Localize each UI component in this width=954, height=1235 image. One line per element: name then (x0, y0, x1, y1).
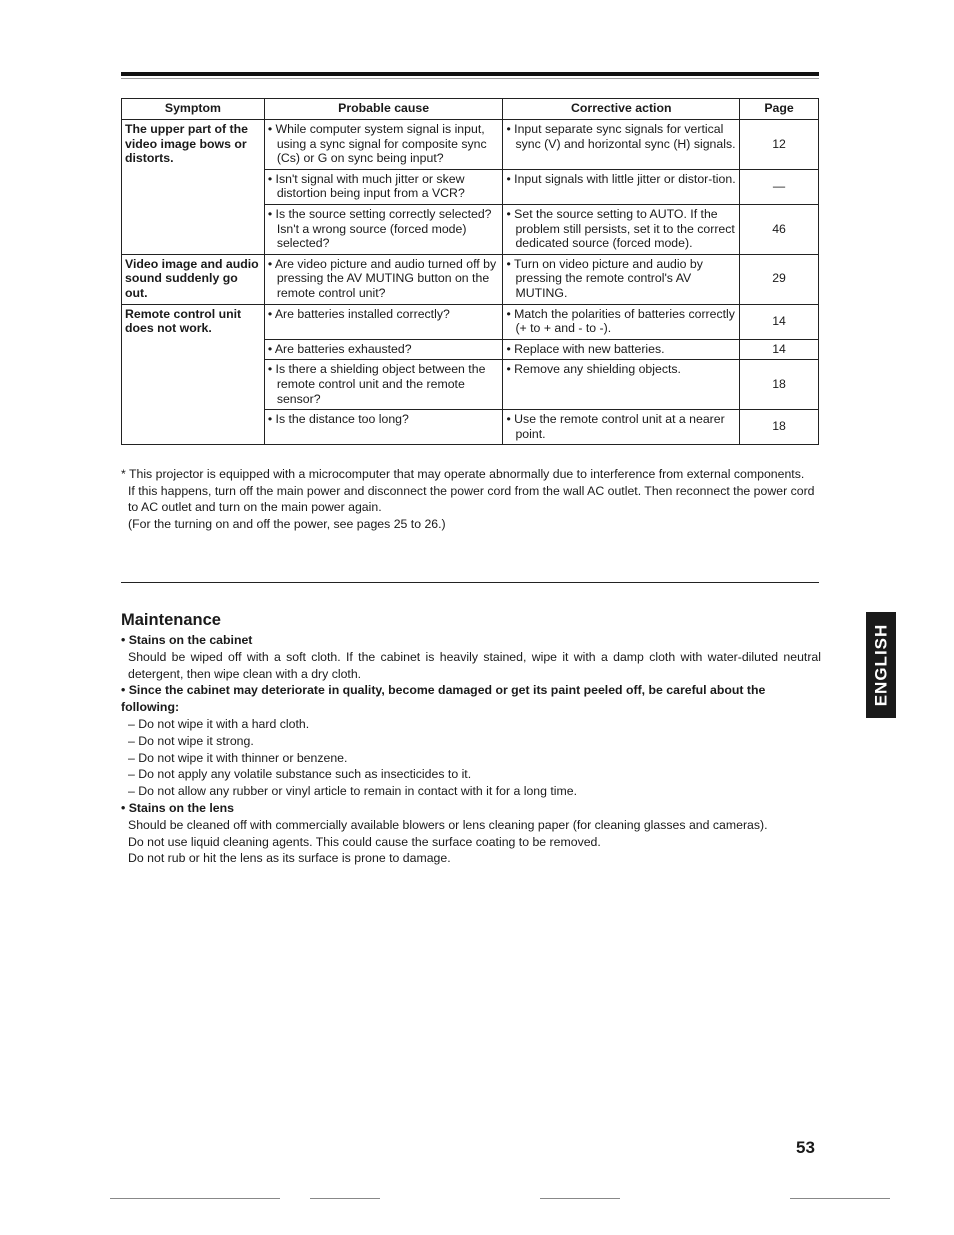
header-action: Corrective action (503, 99, 740, 120)
action-text: • Turn on video picture and audio by pressing the remote control's AV MUTING. (506, 256, 703, 300)
warning-item: – Do not allow any rubber or vinyl article to remain in contact with it for a long time. (128, 784, 578, 799)
lens-heading: • Stains on the lens (121, 800, 234, 815)
scan-artifact-line (790, 1198, 890, 1199)
action-cell (503, 360, 740, 410)
page-cell: 14 (740, 339, 819, 360)
cause-text: • Are batteries installed correctly? (267, 306, 450, 321)
action-text: • Match the polarities of batteries correctly (+ to + and - to -). (506, 306, 735, 336)
troubleshooting-table (121, 98, 819, 445)
section-divider (121, 582, 819, 583)
action-text: • Input signals with little jitter or distor-tion. (506, 171, 736, 186)
page-cell: 12 (740, 120, 819, 170)
header-symptom: Symptom (122, 99, 265, 120)
page-cell: 46 (740, 204, 819, 254)
table-header-row (122, 99, 819, 120)
scan-artifact-line (540, 1198, 620, 1199)
warning-heading: • Since the cabinet may deteriorate in quality, become damaged or get its paint peeled off, be careful about the following: (121, 683, 766, 715)
header-cause: Probable cause (264, 99, 503, 120)
language-tab (866, 612, 896, 718)
footnote (121, 466, 821, 532)
maintenance-section (121, 610, 821, 867)
lens-line: Do not use liquid cleaning agents. This could cause the surface coating to be removed. (128, 834, 601, 849)
top-rule-thin (121, 78, 819, 79)
action-cell (503, 410, 740, 445)
action-cell (503, 169, 740, 204)
cause-cell (264, 304, 503, 339)
action-text: • Use the remote control unit at a nearer point. (506, 412, 725, 441)
action-cell (503, 339, 740, 360)
symptom-cell: Video image and audio sound suddenly go out. (122, 254, 265, 304)
action-cell (503, 120, 740, 170)
action-text: • Replace with new batteries. (506, 341, 665, 356)
scan-artifact-line (110, 1198, 280, 1199)
action-cell (503, 254, 740, 304)
warning-item: – Do not wipe it with thinner or benzene. (128, 750, 348, 765)
top-rule (121, 72, 819, 76)
cause-cell (264, 410, 503, 445)
cause-text: • Isn't signal with much jitter or skew distortion being input from a VCR? (267, 171, 465, 201)
header-page: Page (740, 99, 819, 120)
cause-text: • While computer system signal is input, using a sync signal for composite sync (Cs) or G on sync being input? (267, 122, 487, 166)
footnote-line-3: (For the turning on and off the power, see pages 25 to 26.) (128, 516, 446, 531)
maintenance-title: Maintenance (121, 611, 221, 629)
cause-text: • Is there a shielding object between the remote control unit and the remote sensor? (267, 362, 486, 406)
action-text: • Input separate sync signals for vertical sync (V) and horizontal sync (H) signals. (506, 122, 736, 151)
action-cell (503, 304, 740, 339)
cause-cell (264, 204, 503, 254)
scan-artifact-line (310, 1198, 380, 1199)
lens-line: Should be cleaned off with commercially available blowers or lens cleaning paper (for cleaning glasses and cameras). (128, 817, 768, 832)
cause-text: • Are video picture and audio turned off by pressing the AV MUTING button on the remote control unit? (267, 256, 497, 300)
page-cell: 14 (740, 304, 819, 339)
cause-text: • Is the distance too long? (267, 412, 409, 427)
language-tab-label: ENGLISH (871, 623, 890, 707)
cause-cell (264, 254, 503, 304)
symptom-cell: The upper part of the video image bows or distorts. (122, 120, 265, 255)
footnote-line-2: If this happens, turn off the main power and disconnect the power cord from the wall AC outlet. Then reconnect the power cord to AC outlet and turn on the main power again. (128, 483, 815, 514)
cause-text: • Is the source setting correctly selected? Isn't a wrong source (forced mode) selected? (267, 206, 492, 251)
table-row (122, 120, 819, 170)
footnote-line-1: * This projector is equipped with a microcomputer that may operate abnormally due to interference from external components. (121, 467, 805, 481)
cause-cell (264, 339, 503, 360)
lens-line: Do not rub or hit the lens as its surface is prone to damage. (128, 851, 451, 866)
page-number: 53 (796, 1138, 815, 1157)
page-cell: — (740, 169, 819, 204)
cabinet-heading: • Stains on the cabinet (121, 633, 253, 647)
cabinet-text: Should be wiped off with a soft cloth. If the cabinet is heavily stained, wipe it with a damp cloth with water-diluted neutral detergent, then wipe clean with a dry cloth. (128, 649, 821, 681)
cause-cell (264, 360, 503, 410)
table-row (122, 304, 819, 339)
page-cell: 18 (740, 410, 819, 445)
page-cell: 18 (740, 360, 819, 410)
cause-text: • Are batteries exhausted? (267, 341, 412, 356)
action-cell (503, 204, 740, 254)
action-text: • Remove any shielding objects. (506, 362, 681, 377)
table-row (122, 254, 819, 304)
symptom-cell: Remote control unit does not work. (122, 304, 265, 445)
warning-item: – Do not wipe it with a hard cloth. (128, 716, 310, 731)
action-text: • Set the source setting to AUTO. If the problem still persists, set it to the correct dedicated source (forced mode). (506, 206, 735, 251)
cause-cell (264, 120, 503, 170)
page-cell: 29 (740, 254, 819, 304)
warning-item: – Do not apply any volatile substance such as insecticides to it. (128, 767, 472, 782)
cause-cell (264, 169, 503, 204)
warning-item: – Do not wipe it strong. (128, 733, 254, 748)
